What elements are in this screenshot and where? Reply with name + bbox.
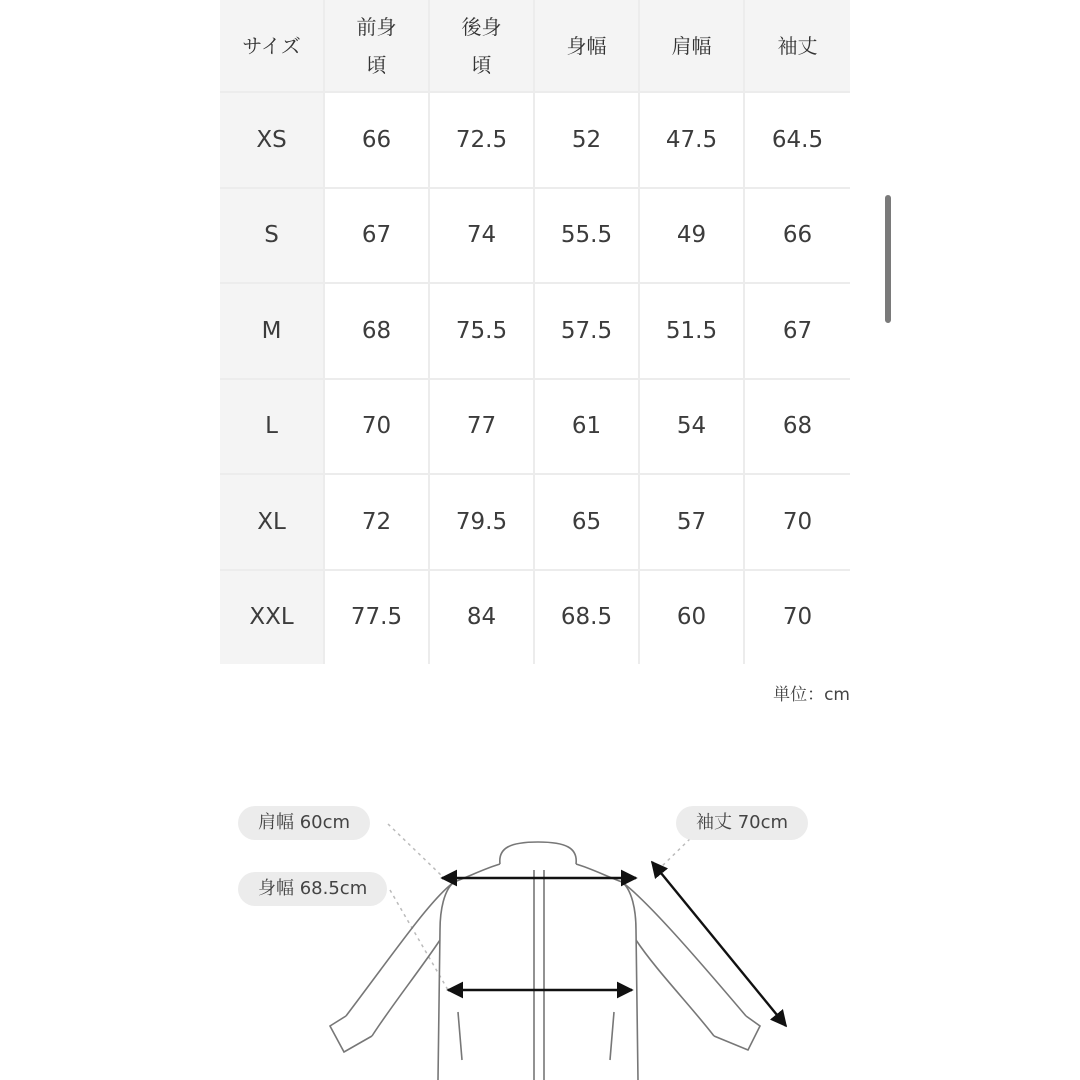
header-body-width: 身幅 (535, 0, 640, 93)
jacket-illustration (0, 790, 1080, 1080)
jacket-measurement-diagram (0, 790, 1080, 1080)
table-cell: 66 (325, 93, 430, 189)
sleeve-length-arrow (652, 862, 786, 1026)
table-row (220, 380, 850, 476)
header-shoulder-width: 肩幅 (640, 0, 745, 93)
table-cell: 70 (745, 475, 850, 571)
table-cell: 67 (325, 189, 430, 285)
header-size: サイズ (220, 0, 325, 93)
table-cell: 68.5 (535, 571, 640, 665)
table-cell: 79.5 (430, 475, 535, 571)
table-row (220, 571, 850, 665)
vertical-scrollbar[interactable] (885, 195, 891, 323)
table-cell: 72.5 (430, 93, 535, 189)
table-cell: 77 (430, 380, 535, 476)
body-width-label: 身幅 68.5cm (238, 872, 387, 906)
table-cell: 57.5 (535, 284, 640, 380)
table-cell: 75.5 (430, 284, 535, 380)
size-cell: XXL (220, 571, 325, 665)
table-cell: 65 (535, 475, 640, 571)
table-cell: 61 (535, 380, 640, 476)
table-cell: 74 (430, 189, 535, 285)
size-cell: S (220, 189, 325, 285)
table-cell: 67 (745, 284, 850, 380)
table-cell: 68 (745, 380, 850, 476)
size-cell: XS (220, 93, 325, 189)
table-row (220, 475, 850, 571)
size-cell: M (220, 284, 325, 380)
size-chart-table (220, 0, 850, 664)
table-cell: 60 (640, 571, 745, 665)
header-sleeve-length: 袖丈 (745, 0, 850, 93)
shoulder-width-label: 肩幅 60cm (238, 806, 370, 840)
header-front-length: 前身頃 (325, 0, 430, 93)
table-cell: 47.5 (640, 93, 745, 189)
table-row (220, 93, 850, 189)
table-cell: 70 (325, 380, 430, 476)
table-cell: 54 (640, 380, 745, 476)
table-row (220, 284, 850, 380)
sleeve-length-label: 袖丈 70cm (676, 806, 808, 840)
table-cell: 52 (535, 93, 640, 189)
table-cell: 68 (325, 284, 430, 380)
header-back-length: 後身頃 (430, 0, 535, 93)
table-cell: 72 (325, 475, 430, 571)
table-cell: 70 (782, 604, 813, 631)
table-cell: 64.5 (745, 93, 850, 189)
table-cell: 49 (640, 189, 745, 285)
table-cell: 77.5 (325, 571, 430, 665)
size-cell: XL (220, 475, 325, 571)
table-cell: 84 (430, 571, 535, 665)
shoulder-leader-line (388, 824, 442, 876)
table-row (220, 189, 850, 285)
unit-note: 単位：cm (773, 685, 850, 705)
table-cell: 51.5 (640, 284, 745, 380)
table-cell: 55.5 (535, 189, 640, 285)
table-header-row (220, 0, 850, 93)
size-cell: L (220, 380, 325, 476)
table-cell: 57 (640, 475, 745, 571)
table-cell: 66 (745, 189, 850, 285)
